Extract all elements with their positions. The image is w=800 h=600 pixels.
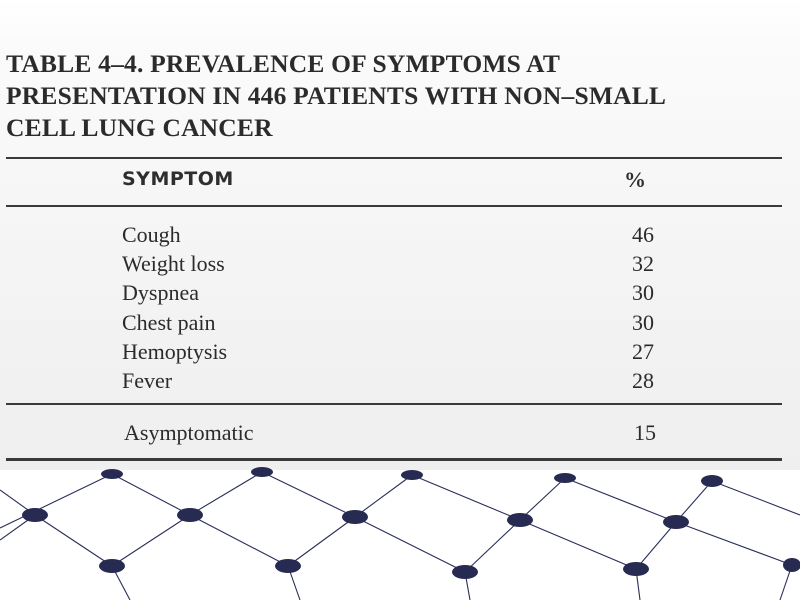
header-rule [6, 205, 782, 207]
table-row [0, 249, 800, 278]
symptom-cell: Weight loss [122, 251, 225, 277]
percent-cell: 28 [632, 367, 654, 393]
footer-rule [6, 403, 782, 405]
table-body [0, 220, 800, 395]
table-row [0, 308, 800, 337]
dot-lattice-graphic [0, 460, 800, 600]
table-row [0, 278, 800, 307]
percent-cell: 46 [632, 222, 654, 247]
symptom-cell: Dyspnea [122, 280, 199, 306]
symptom-cell: Hemoptysis [122, 338, 228, 364]
table-top-rule [6, 157, 782, 159]
column-header-percent: % [624, 167, 647, 192]
table-row [0, 366, 800, 395]
table-title [6, 48, 786, 144]
percent-cell: 27 [632, 338, 654, 364]
table-title-line: PRESENTATION IN 446 PATIENTS WITH NON–SMALL [6, 81, 667, 110]
percent-cell: 15 [634, 420, 656, 445]
symptom-cell: Asymptomatic [124, 420, 254, 445]
percent-cell: 30 [632, 309, 654, 335]
lattice-nodes [22, 467, 800, 579]
table-title-line: TABLE 4–4. PREVALENCE OF SYMPTOMS AT [6, 49, 561, 78]
percent-cell: 30 [632, 280, 654, 306]
table-title-line: CELL LUNG CANCER [6, 113, 273, 142]
symptom-cell: Fever [122, 367, 173, 393]
symptom-cell: Cough [122, 222, 181, 247]
lattice-lines [0, 472, 800, 600]
column-header-symptom: SYMPTOM [122, 168, 234, 190]
symptom-cell: Chest pain [122, 309, 216, 335]
table-row [0, 220, 800, 249]
table-row [0, 337, 800, 366]
percent-cell: 32 [632, 251, 654, 277]
table-footer-row [0, 418, 800, 448]
